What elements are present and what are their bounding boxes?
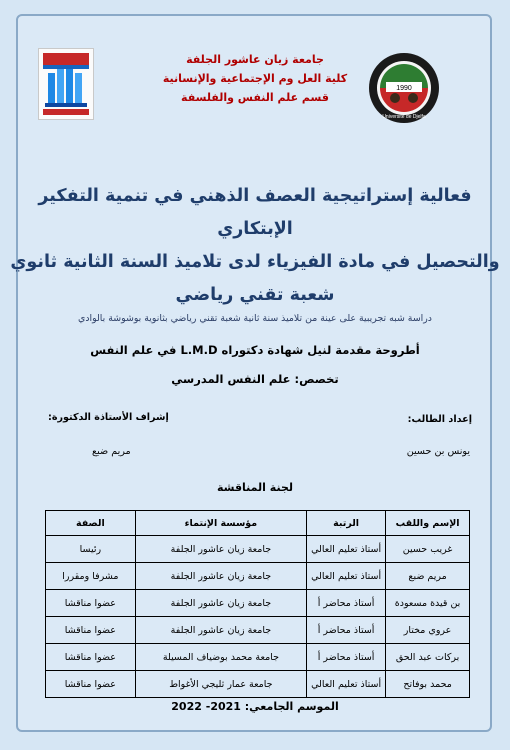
academic-season: الموسم الجامعي: 2021- 2022 bbox=[171, 700, 339, 713]
jury-institution: جامعة زيان عاشور الجلفة bbox=[135, 590, 306, 617]
jury-rank: أستاذ محاضر أ bbox=[307, 644, 386, 671]
jury-role: عضوا مناقشا bbox=[46, 617, 136, 644]
jury-name: غريب حسين bbox=[386, 536, 470, 563]
jury-role: عضوا مناقشا bbox=[46, 590, 136, 617]
jury-header-row bbox=[46, 511, 470, 536]
table-row bbox=[46, 644, 470, 671]
specialty: تخصص: علم النفس المدرسي bbox=[171, 372, 339, 386]
jury-role: رئيسا bbox=[46, 536, 136, 563]
jury-role: مشرفا ومقررا bbox=[46, 563, 136, 590]
university-header bbox=[130, 50, 380, 107]
title-line-1: فعالية إستراتيجية العصف الذهني في تنمية التفكير الإبتكاري bbox=[38, 186, 472, 239]
title-line-2: والتحصيل في مادة الفيزياء لدى تلاميذ السنة الثانية ثانوي bbox=[10, 252, 500, 272]
thesis-title bbox=[10, 180, 500, 312]
jury-institution: جامعة زيان عاشور الجلفة bbox=[135, 563, 306, 590]
jury-rank: أستاذ تعليم العالي bbox=[307, 671, 386, 698]
table-row bbox=[46, 590, 470, 617]
col-institution-header: مؤسسة الإنتماء bbox=[135, 511, 306, 536]
university-name: جامعة زيان عاشور الجلفة bbox=[186, 53, 324, 66]
faculty-name: كلية العل وم الإجتماعية والإنسانية bbox=[162, 72, 348, 85]
jury-rank: أستاذ تعليم العالي bbox=[307, 563, 386, 590]
jury-table bbox=[45, 510, 470, 698]
jury-institution: جامعة محمد بوضياف المسيلة bbox=[135, 644, 306, 671]
department-name: قسم علم النفس والفلسفة bbox=[181, 91, 329, 104]
jury-institution: جامعة عمار ثليجي الأغواط bbox=[135, 671, 306, 698]
supervised-by-label: إشراف الأستاذة الدكتورة: bbox=[48, 412, 169, 423]
table-row bbox=[46, 536, 470, 563]
jury-institution: جامعة زيان عاشور الجلفة bbox=[135, 617, 306, 644]
committee-title: لجنة المناقشة bbox=[216, 481, 293, 494]
thesis-line: أطروحة مقدمة لنيل شهادة دكتوراه L.M.D في علم النفس bbox=[90, 343, 420, 357]
table-row bbox=[46, 563, 470, 590]
seal-text: Université de Djelfa bbox=[382, 114, 426, 120]
student-name: يونس بن حسين bbox=[406, 446, 470, 457]
jury-name: محمد بوفاتح bbox=[386, 671, 470, 698]
col-role-header: الصفة bbox=[46, 511, 136, 536]
jury-institution: جامعة زيان عاشور الجلفة bbox=[135, 536, 306, 563]
col-rank-header: الرتبة bbox=[307, 511, 386, 536]
supervisor-name: مريم ضبع bbox=[92, 446, 131, 457]
jury-rank: أستاذ محاضر أ bbox=[307, 590, 386, 617]
study-note: دراسة شبه تجريبية على عينة من تلاميذ سنة ثانية شعبة تقني رياضي بثانوية بوشوشة بالوادي bbox=[77, 313, 432, 324]
title-line-3: شعبة تقني رياضي bbox=[175, 285, 335, 305]
jury-rank: أستاذ تعليم العالي bbox=[307, 536, 386, 563]
table-row bbox=[46, 617, 470, 644]
col-name-header: الإسم واللقب bbox=[386, 511, 470, 536]
jury-role: عضوا مناقشا bbox=[46, 671, 136, 698]
jury-role: عضوا مناقشا bbox=[46, 644, 136, 671]
jury-rank: أستاذ محاضر أ bbox=[307, 617, 386, 644]
prepared-by-label: إعداد الطالب: bbox=[407, 414, 472, 425]
jury-name: مريم ضبع bbox=[386, 563, 470, 590]
jury-name: بن قيدة مسعودة bbox=[386, 590, 470, 617]
table-row bbox=[46, 671, 470, 698]
faculty-logo bbox=[38, 48, 94, 120]
jury-name: بركات عبد الحق bbox=[386, 644, 470, 671]
jury-name: عروي مختار bbox=[386, 617, 470, 644]
seal-year: 1990 bbox=[396, 85, 412, 92]
